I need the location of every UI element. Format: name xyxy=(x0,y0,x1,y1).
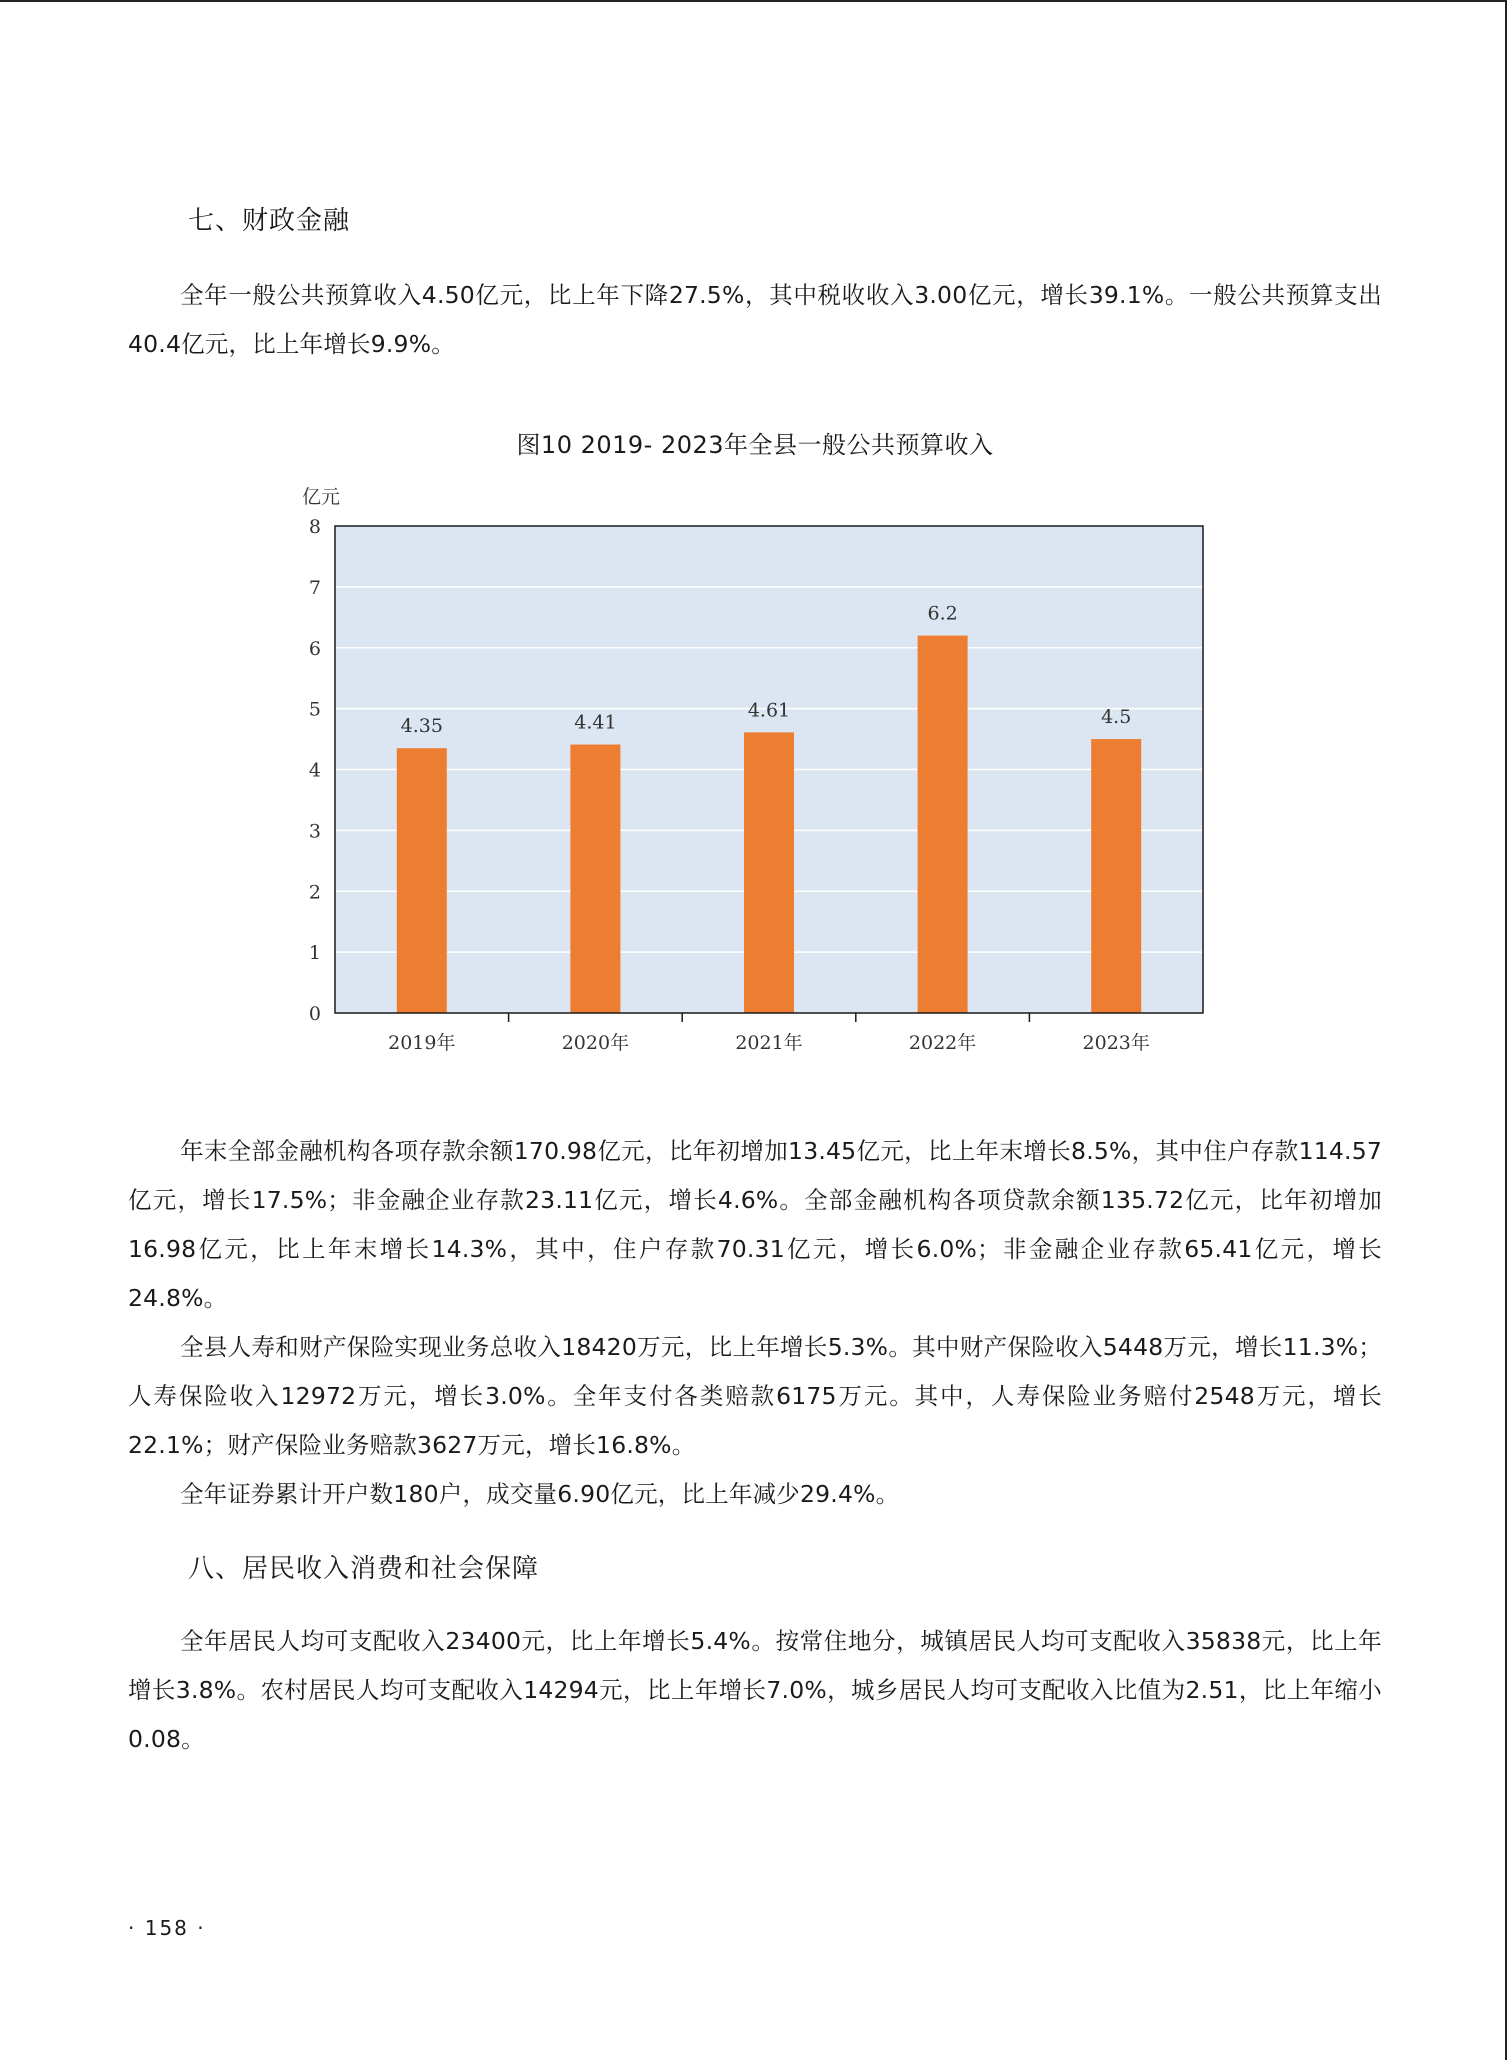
page-number: · 158 · xyxy=(128,1916,206,1940)
x-tick-label: 2019年 xyxy=(388,1032,456,1054)
data-label: 6.2 xyxy=(927,602,958,625)
paragraph-budget: 全年一般公共预算收入4.50亿元，比上年下降27.5%，其中税收收入3.00亿元，增长39.1%。一般公共预算支出40.4亿元，比上年增长9.9%。 xyxy=(128,281,1382,358)
x-tick-label: 2020年 xyxy=(561,1032,630,1054)
bar xyxy=(397,748,447,1013)
y-tick-label: 8 xyxy=(308,516,321,538)
y-tick-label: 3 xyxy=(308,820,321,843)
section-heading-income: 八、居民收入消费和社会保障 xyxy=(188,1554,540,1584)
bar xyxy=(570,745,620,1013)
data-label: 4.35 xyxy=(400,715,443,738)
x-tick-label: 2022年 xyxy=(908,1032,977,1054)
chart-svg xyxy=(128,415,1382,1065)
chart-title: 图10 2019- 2023年全县一般公共预算收入 xyxy=(516,431,994,459)
y-tick-label: 2 xyxy=(308,881,321,904)
y-tick-label: 5 xyxy=(308,698,321,721)
paragraph-insurance: 全县人寿和财产保险实现业务总收入18420万元，比上年增长5.3%。其中财产保险收入5448万元，增长11.3%；人寿保险收入12972万元，增长3.0%。全年支付各类赔款6175万元。其中，人寿保险业务赔付2548万元，增长22.1%；财产保险业务赔款3627万元，增长16.8%。 xyxy=(128,1333,1382,1459)
y-tick-label: 4 xyxy=(308,759,321,782)
paragraph-resident-income: 全年居民人均可支配收入23400元，比上年增长5.4%。按常住地分，城镇居民人均可支配收入35838元，比上年增长3.8%。农村居民人均可支配收入14294元，比上年增长7.0%，城乡居民人均可支配收入比值为2.51，比上年缩小0.08。 xyxy=(128,1627,1382,1753)
data-label: 4.5 xyxy=(1101,706,1132,729)
bar xyxy=(744,732,794,1013)
bar xyxy=(1091,739,1141,1013)
data-label: 4.41 xyxy=(574,711,617,734)
paragraph-securities: 全年证券累计开户数180户，成交量6.90亿元，比上年减少29.4%。 xyxy=(180,1480,900,1508)
y-tick-label: 6 xyxy=(308,637,321,660)
y-tick-label: 1 xyxy=(308,942,321,965)
paragraph-deposits-loans: 年末全部金融机构各项存款余额170.98亿元，比年初增加13.45亿元，比上年末增长8.5%，其中住户存款114.57亿元，增长17.5%；非金融企业存款23.11亿元，增长4.6%。全部金融机构各项贷款余额135.72亿元，比年初增加16.98亿元，比上年末增长14.3%，其中，住户存款70.31亿元，增长6.0%；非金融企业存款65.41亿元，增长24.8%。 xyxy=(128,1137,1382,1312)
x-tick-label: 2021年 xyxy=(735,1032,803,1054)
y-axis-unit: 亿元 xyxy=(302,486,341,508)
bar xyxy=(918,636,968,1013)
data-label: 4.61 xyxy=(747,699,791,722)
x-tick-label: 2023年 xyxy=(1082,1032,1150,1054)
y-tick-label: 7 xyxy=(308,576,321,599)
section-heading-finance: 七、财政金融 xyxy=(188,206,351,236)
y-tick-label: 0 xyxy=(308,1003,321,1025)
budget-revenue-chart xyxy=(128,415,1382,1065)
